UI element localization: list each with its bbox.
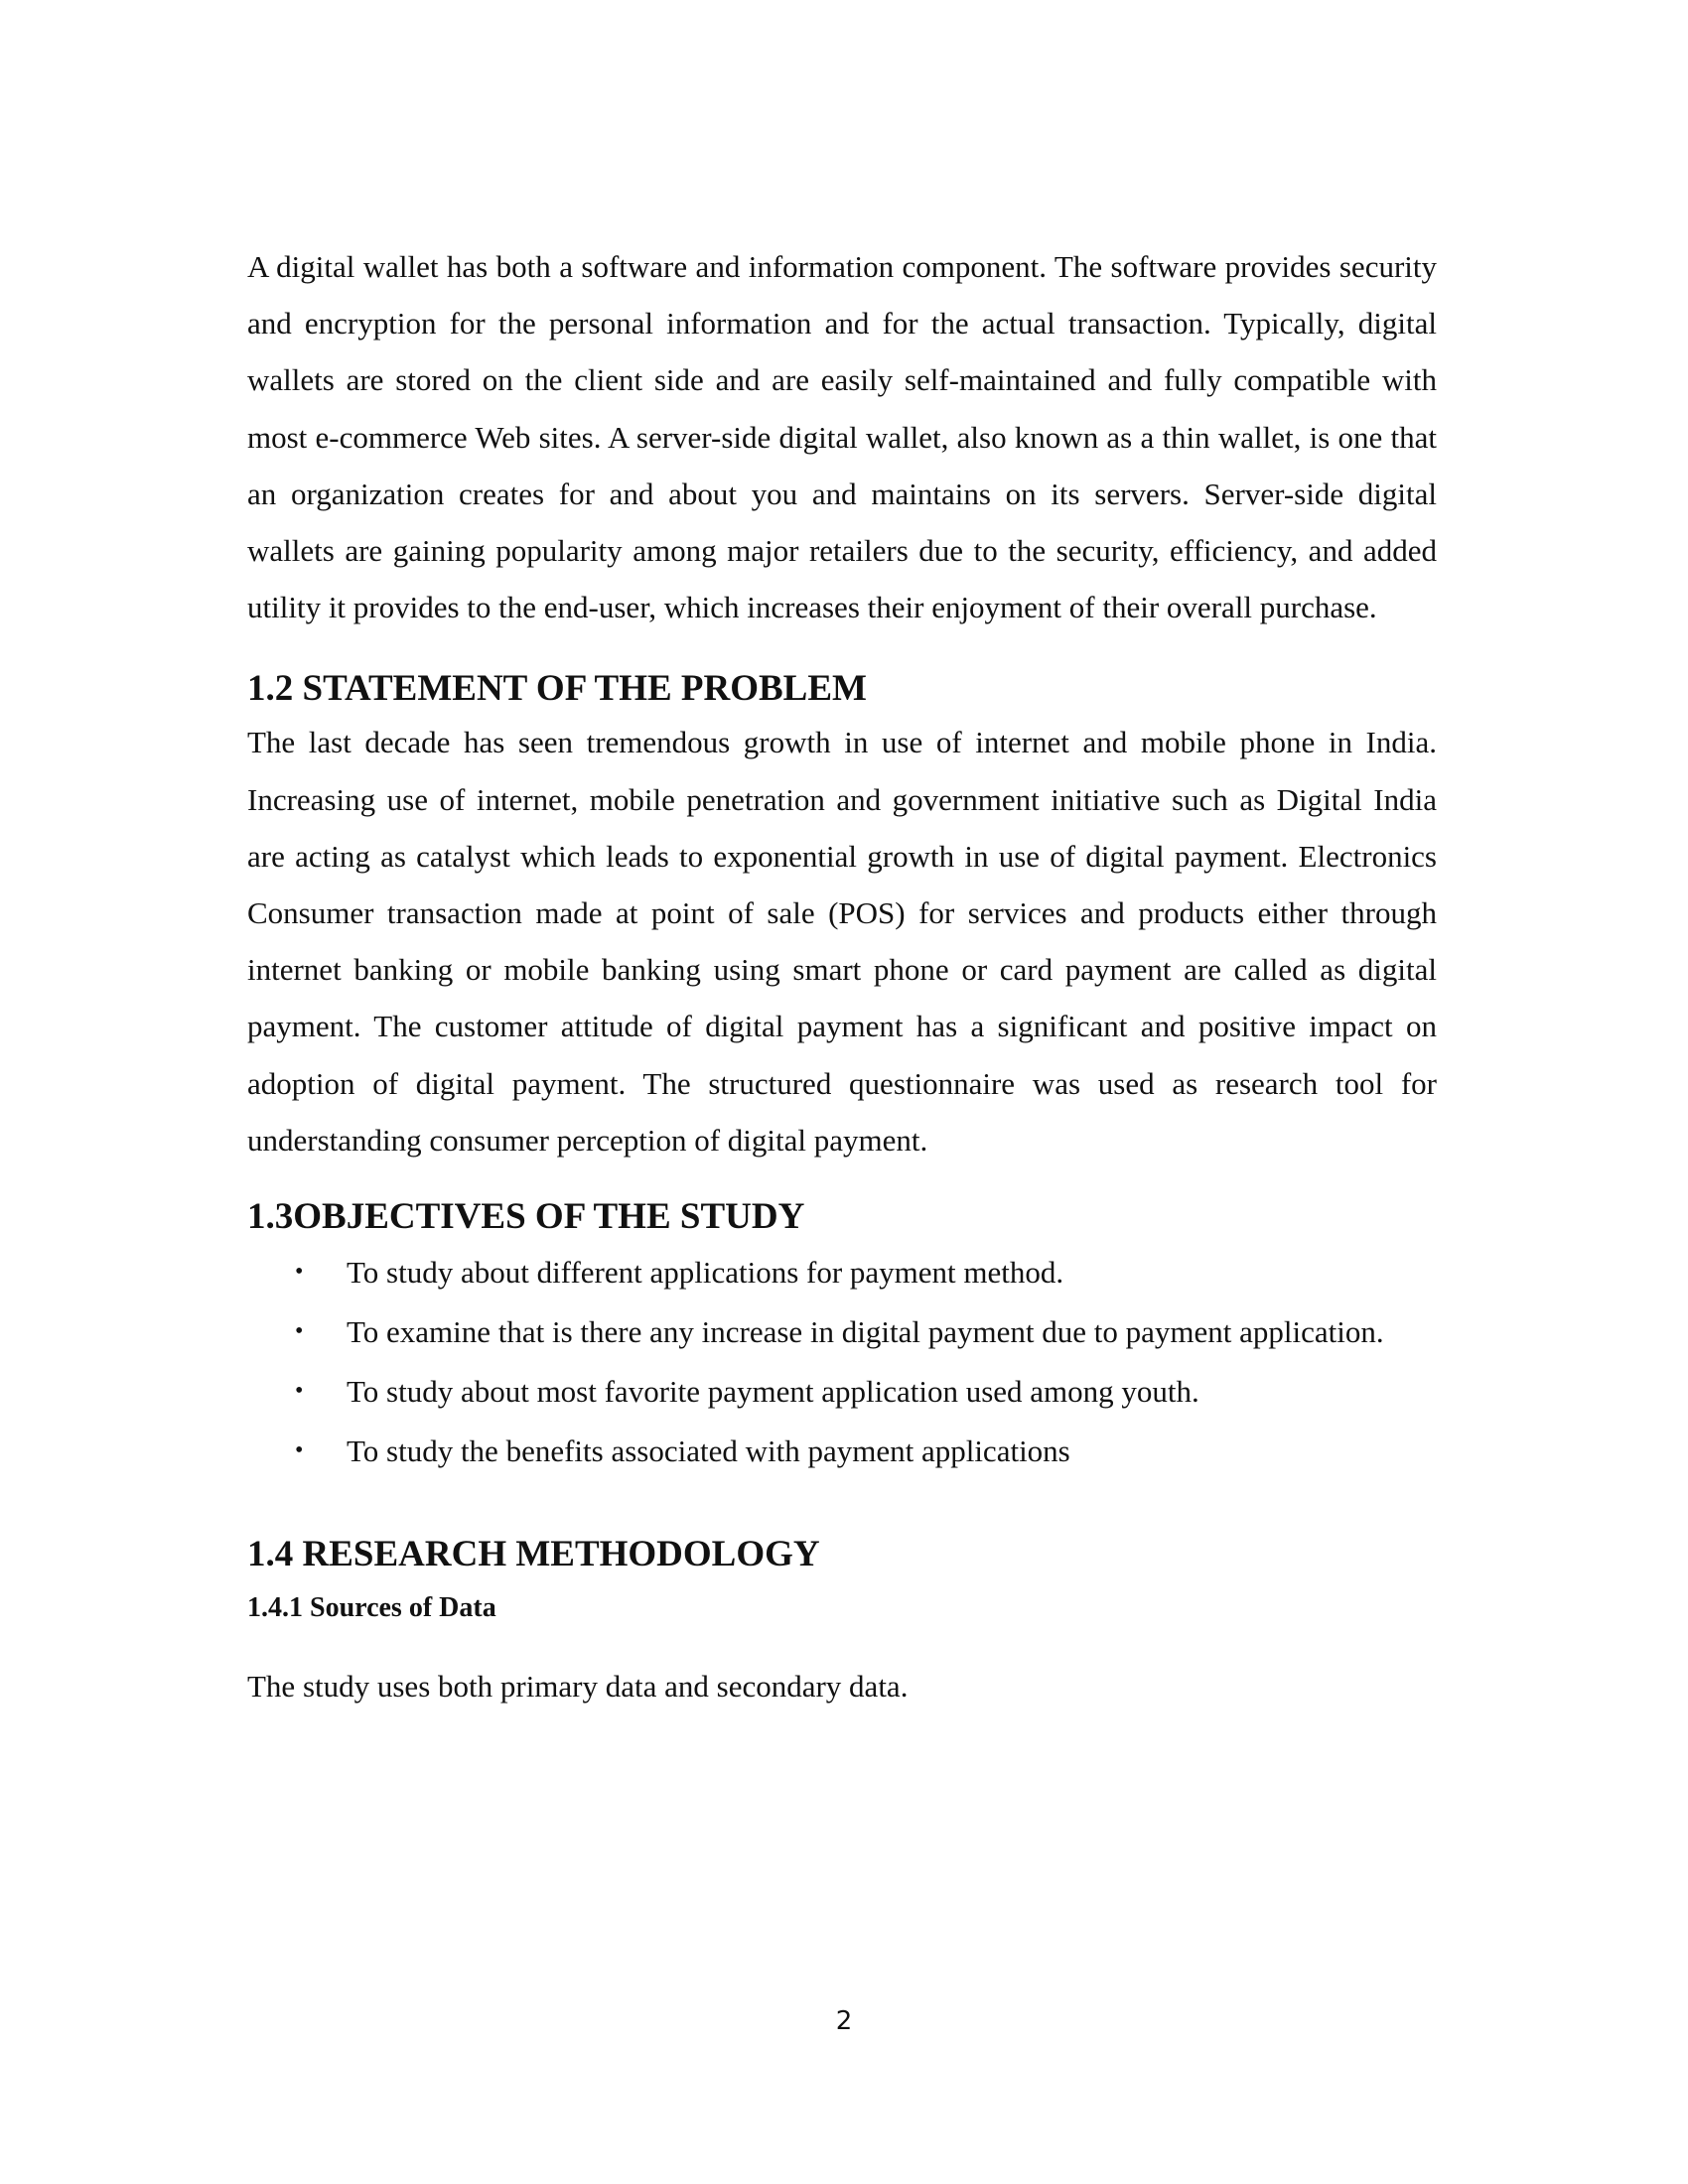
objective-item (247, 1363, 1437, 1420)
objectives-heading: 1.3OBJECTIVES OF THE STUDY (247, 1196, 805, 1238)
sources-subheading: 1.4.1 Sources of Data (247, 1592, 496, 1624)
objective-text: To examine that is there any increase in digital payment due to payment application. (347, 1314, 1384, 1350)
methodology-heading: 1.4 RESEARCH METHODOLOGY (247, 1534, 820, 1575)
intro-paragraph: A digital wallet has both a software and information component. The software provides security and encryption for the personal information and for the actual transaction. Typically, digital wallets are stored on the client side and are easily self-maintained and fully compatible with most e-commerce Web sites. A server-side digital wallet, also known as a thin wallet, is one that an organization creates for and about you and maintains on its servers. Server-side digital wallets are gaining popularity among major retailers due to the security, efficiency, and added utility it provides to the end-user, which increases their enjoyment of their overall purchase. (247, 249, 1437, 625)
bullet-icon: • (295, 1318, 304, 1345)
bullet-icon: • (295, 1437, 304, 1464)
objectives-list (247, 1244, 1437, 1479)
problem-heading: 1.2 STATEMENT OF THE PROBLEM (247, 668, 867, 710)
objective-text: To study about different applications for payment method. (347, 1255, 1064, 1291)
objective-text: To study about most favorite payment application used among youth. (347, 1374, 1199, 1410)
bullet-icon: • (295, 1259, 304, 1286)
bullet-icon: • (295, 1378, 304, 1405)
methodology-paragraph: The study uses both primary data and secondary data. (247, 1669, 909, 1705)
objective-text: To study the benefits associated with payment applications (347, 1433, 1070, 1469)
problem-paragraph: The last decade has seen tremendous growth in use of internet and mobile phone in India. Increasing use of internet, mobile penetration and government initiative such as Digital India are acting as catalyst which leads to exponential growth in use of digital payment. Electronics Consumer transaction made at point of sale (POS) for services and products either through internet banking or mobile banking using smart phone or card payment are called as digital payment. The customer attitude of digital payment has a significant and positive impact on adoption of digital payment. The structured questionnaire was used as research tool for understanding consumer perception of digital payment. (247, 725, 1437, 1158)
objective-item (247, 1244, 1437, 1300)
objective-item (247, 1303, 1437, 1360)
page-content (247, 238, 1437, 1714)
objective-item (247, 1423, 1437, 1479)
page-number: 2 (835, 2006, 853, 2036)
